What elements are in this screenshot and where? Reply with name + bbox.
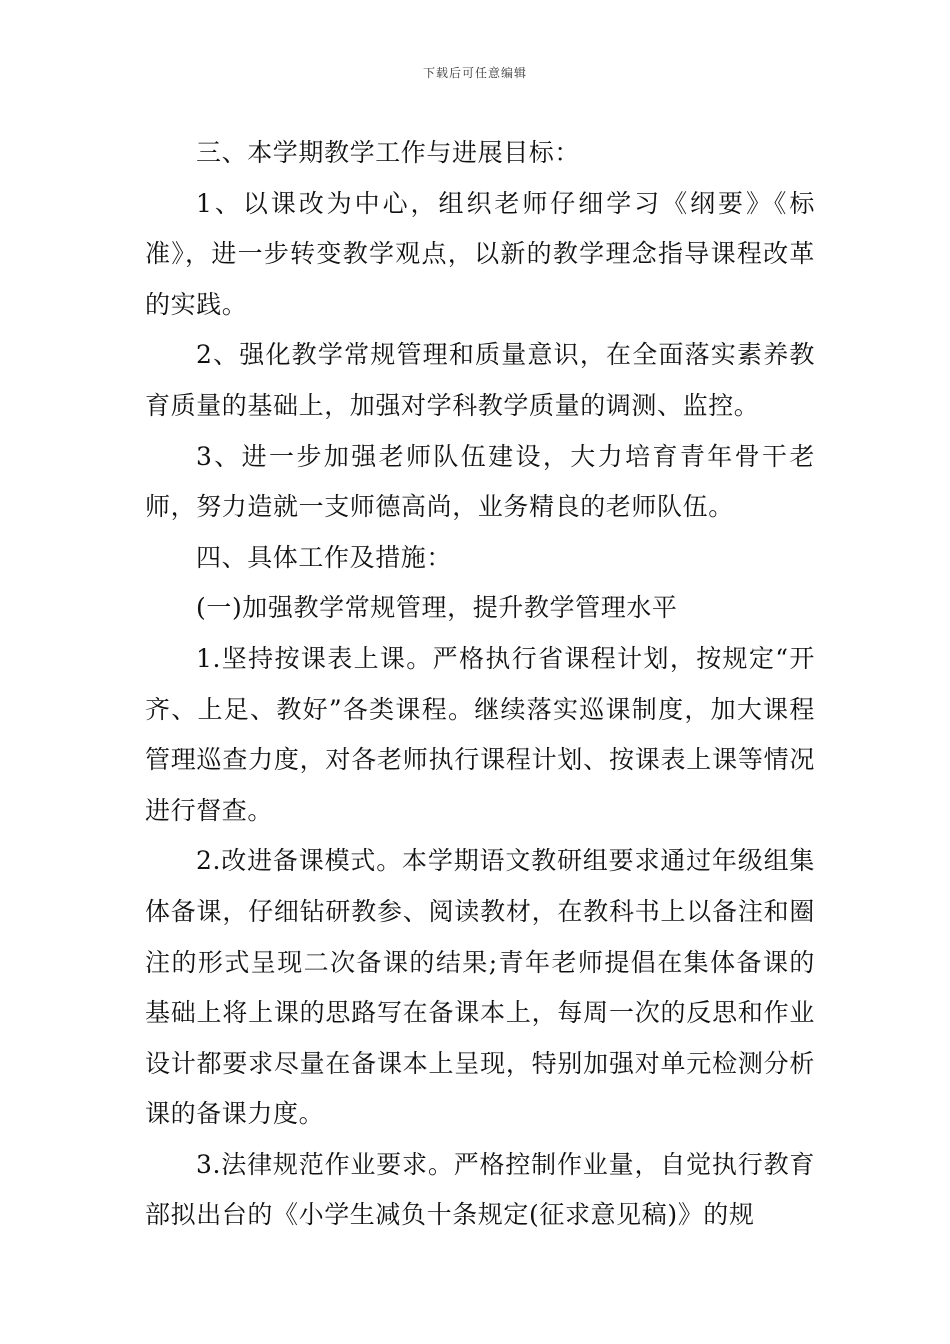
goal-item-2: 2、强化教学常规管理和质量意识，在全面落实素养教育质量的基础上，加强对学科教学质量的调测、监控。 xyxy=(145,340,815,420)
measure-item-2: 2.改进备课模式。本学期语文教研组要求通过年级组集体备课，仔细钻研教参、阅读教材，在教科书上以备注和圈注的形式呈现二次备课的结果;青年老师提倡在集体备课的基础上将上课的思路写在备课本上，每周一次的反思和作业设计都要求尽量在备课本上呈现，特别加强对单元检测分析课的备课力度。 xyxy=(145,846,815,1129)
section-heading-goals: 三、本学期教学工作与进展目标： xyxy=(196,138,581,167)
measure-item-3: 3.法律规范作业要求。严格控制作业量，自觉执行教育部拟出台的《小学生减负十条规定(征求意见稿)》的规 xyxy=(145,1149,815,1230)
subsection-heading-1: (一)加强教学常规管理，提升教学管理水平 xyxy=(196,593,678,623)
section-heading-measures: 四、具体工作及措施： xyxy=(196,542,453,572)
measure-item-1: 1.坚持按课表上课。严格执行省课程计划，按规定“开齐、上足、教好”各类课程。继续落实巡课制度，加大课程管理巡查力度，对各老师执行课程计划、按课表上课等情况进行督查。 xyxy=(145,643,815,825)
document-body xyxy=(145,128,815,1241)
page-header-note: 下载后可任意编辑 xyxy=(422,66,527,80)
goal-item-1: 1、以课改为中心，组织老师仔细学习《纲要》《标准》，进一步转变教学观点，以新的教学理念指导课程改革的实践。 xyxy=(145,188,815,319)
goal-item-3: 3、进一步加强老师队伍建设，大力培育青年骨干老师，努力造就一支师德高尚，业务精良的老师队伍。 xyxy=(145,441,815,522)
